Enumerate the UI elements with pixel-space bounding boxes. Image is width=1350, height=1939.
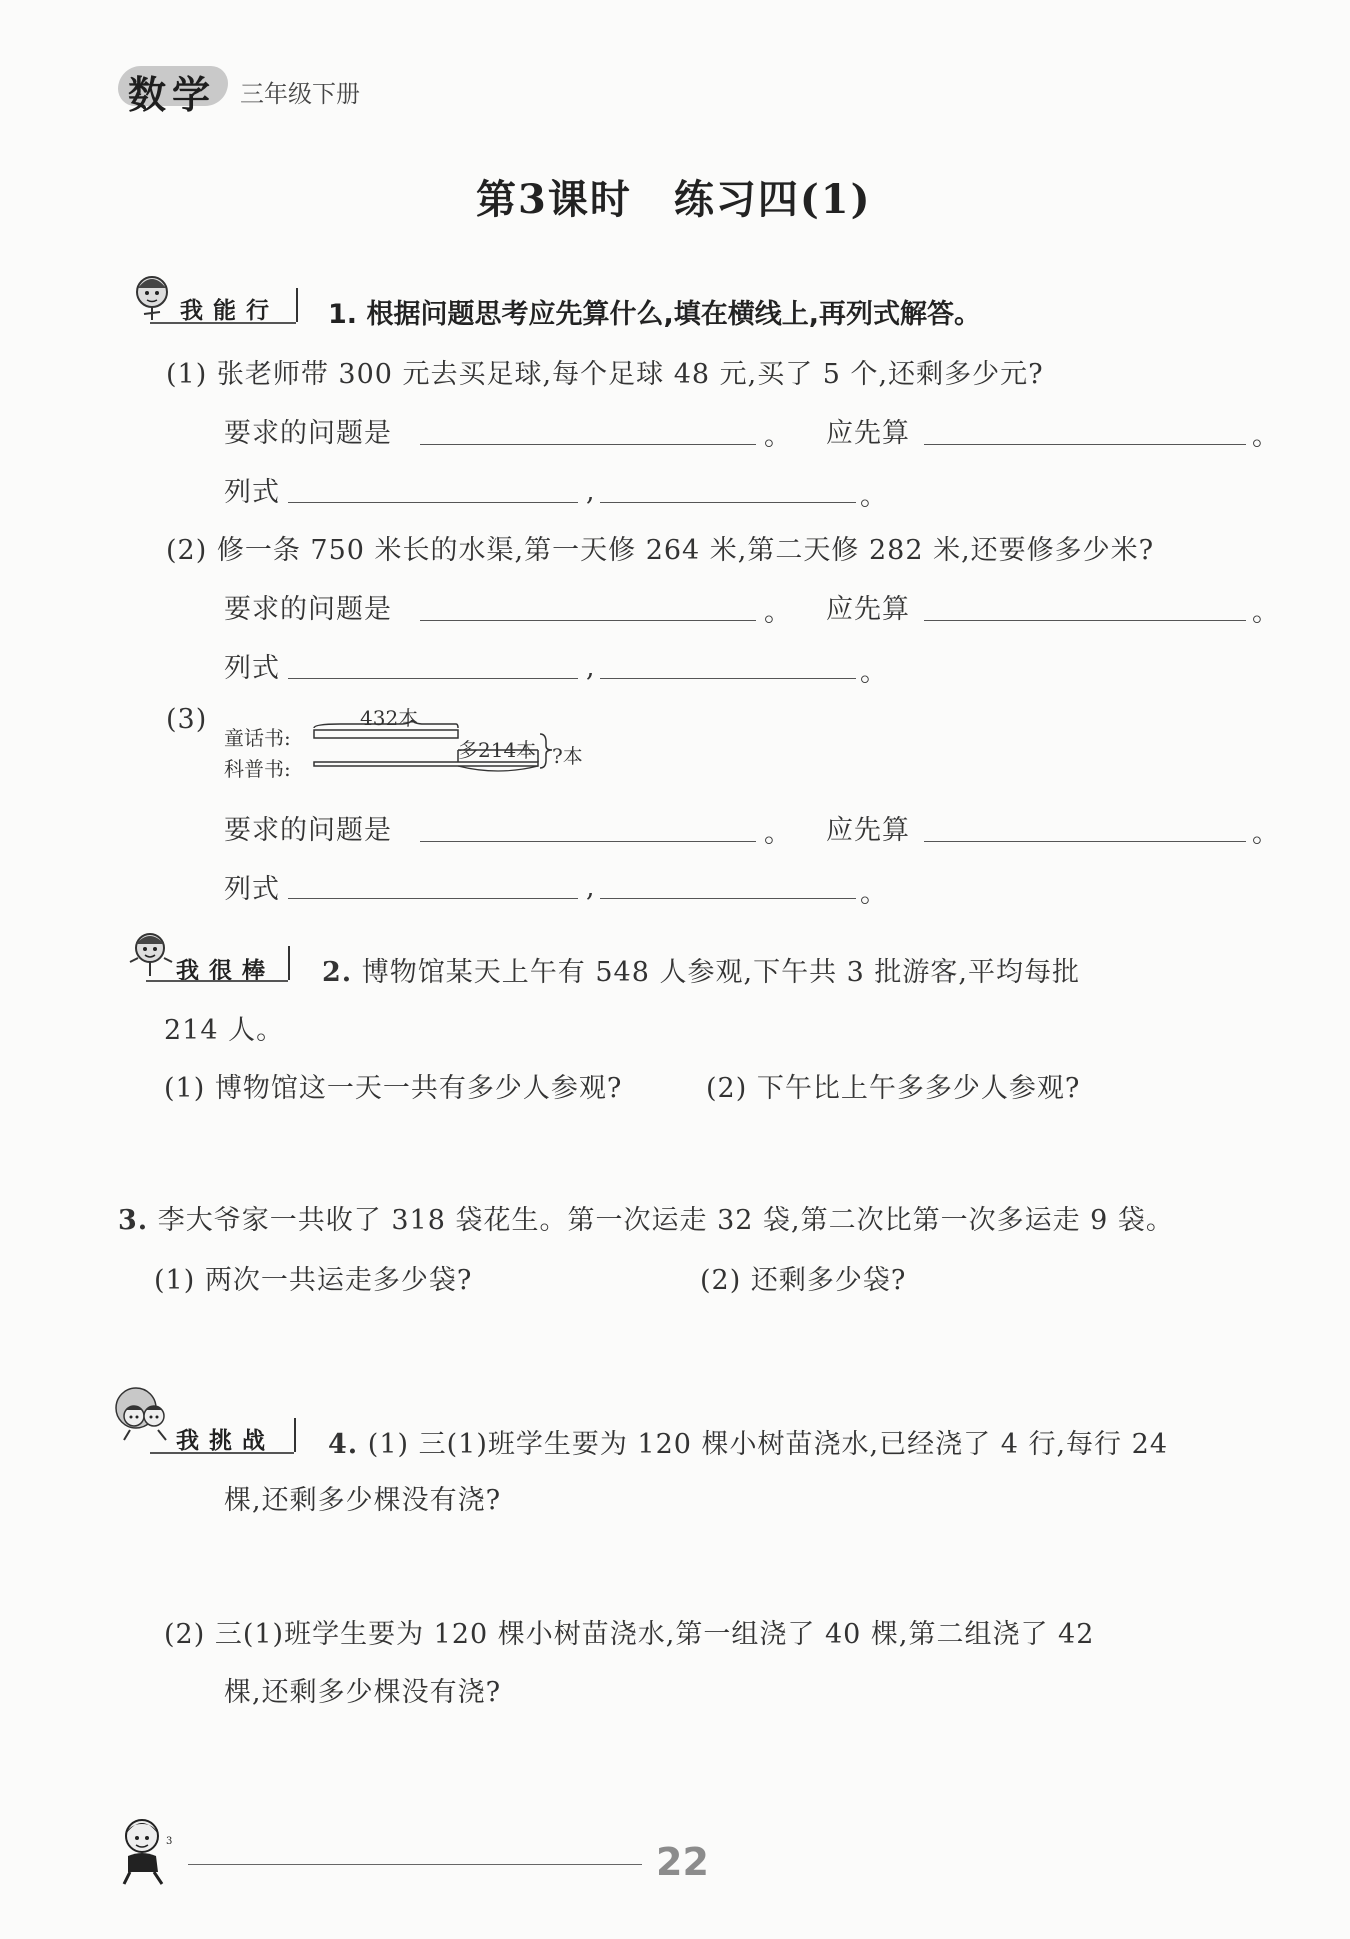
girl-mascot-icon	[128, 272, 178, 324]
q2-line2: 214 人。	[164, 1015, 285, 1046]
diagram-total-label: ?本	[552, 744, 583, 768]
header-grade: 三年级下册	[240, 80, 360, 108]
q4-part1-line2: 棵,还剩多少棵没有浇?	[224, 1485, 502, 1516]
answer-blank[interactable]	[288, 502, 578, 503]
q3-sub2: (2) 还剩多少袋?	[700, 1265, 907, 1296]
q3-line1-text: 李大爷家一共收了 318 袋花生。第一次运走 32 袋,第二次比第一次多运走 9 袋。	[157, 1205, 1174, 1236]
q4-part2-line2: 棵,还剩多少棵没有浇?	[224, 1677, 502, 1708]
answer-blank[interactable]	[600, 678, 856, 679]
answer-blank[interactable]	[924, 444, 1246, 445]
q4-number: 4.	[328, 1429, 359, 1460]
answer-blank[interactable]	[420, 841, 756, 842]
diagram-row-storybooks: 童话书:	[224, 726, 291, 750]
q2-sub1: (1) 博物馆这一天一共有多少人参观?	[164, 1073, 623, 1104]
comma-mark: ,	[586, 476, 596, 507]
girl-mascot-icon	[124, 928, 176, 980]
q1-part3-label: (3)	[166, 704, 208, 735]
badge-underline	[150, 322, 296, 324]
answer-blank[interactable]	[924, 620, 1246, 621]
period-mark: 。	[1252, 597, 1280, 628]
q4-part2-line1: (2) 三(1)班学生要为 120 棵小树苗浇水,第一组浇了 40 棵,第二组浇了 42	[164, 1619, 1095, 1650]
q2-sub2: (2) 下午比上午多多少人参观?	[706, 1073, 1081, 1104]
q1-part2-text: (2) 修一条 750 米长的水渠,第一天修 264 米,第二天修 282 米,还要修多少米?	[166, 535, 1155, 566]
formula-label: 列式	[224, 874, 280, 905]
period-mark: 。	[1252, 421, 1280, 452]
period-mark: 。	[860, 878, 888, 909]
period-mark: 。	[1252, 818, 1280, 849]
q2-number: 2.	[322, 957, 353, 988]
badge-divider	[288, 946, 290, 980]
period-mark: 。	[860, 481, 888, 512]
answer-blank[interactable]	[288, 678, 578, 679]
ask-label: 要求的问题是	[224, 815, 392, 846]
q4-part1-line1-text: (1) 三(1)班学生要为 120 棵小树苗浇水,已经浇了 4 行,每行 24	[367, 1429, 1169, 1460]
first-calc-label: 应先算	[826, 594, 910, 625]
q3-line1	[118, 1198, 1174, 1237]
diagram-diff-label: 多214本	[458, 738, 537, 762]
svg-text:3: 3	[166, 1836, 173, 1847]
segment-bar-diagram	[300, 720, 560, 780]
formula-label: 列式	[224, 477, 280, 508]
answer-blank[interactable]	[600, 898, 856, 899]
first-calc-label: 应先算	[826, 815, 910, 846]
period-mark: 。	[764, 597, 792, 628]
answer-blank[interactable]	[420, 620, 756, 621]
q2-line1-text: 博物馆某天上午有 548 人参观,下午共 3 批游客,平均每批	[361, 957, 1080, 988]
header-subject: 数学	[128, 73, 217, 117]
page-number: 22	[656, 1840, 709, 1884]
q1-part1-text: (1) 张老师带 300 元去买足球,每个足球 48 元,买了 5 个,还剩多少元?	[166, 359, 1044, 390]
ask-label: 要求的问题是	[224, 418, 392, 449]
badge-underline	[150, 1452, 294, 1454]
comma-mark: ,	[586, 652, 596, 683]
comma-mark: ,	[586, 872, 596, 903]
answer-blank[interactable]	[924, 841, 1246, 842]
q2-line1	[322, 950, 1080, 989]
q4-part1-line1	[328, 1422, 1168, 1461]
badge-divider	[294, 1418, 296, 1452]
formula-label: 列式	[224, 653, 280, 684]
period-mark: 。	[860, 657, 888, 688]
ask-label: 要求的问题是	[224, 594, 392, 625]
badge-underline	[146, 980, 288, 982]
q3-sub1: (1) 两次一共运走多少袋?	[154, 1265, 473, 1296]
period-mark: 。	[764, 421, 792, 452]
two-kids-mascot-icon	[114, 1386, 176, 1444]
diagram-top-value: 432本	[360, 706, 419, 730]
q3-number: 3.	[118, 1205, 149, 1236]
badge-divider	[296, 288, 298, 322]
q1-stem-text: 根据问题思考应先算什么,填在横线上,再列式解答。	[366, 299, 981, 330]
badge-label-3: 我挑战	[176, 1428, 275, 1454]
answer-blank[interactable]	[420, 444, 756, 445]
first-calc-label: 应先算	[826, 418, 910, 449]
answer-blank[interactable]	[600, 502, 856, 503]
period-mark: 。	[764, 818, 792, 849]
footer-kid-mascot-icon	[116, 1816, 182, 1888]
q1-number: 1.	[328, 299, 358, 330]
diagram-row-sciencebooks: 科普书:	[224, 757, 291, 781]
badge-label-2: 我很棒	[176, 958, 275, 984]
page-title: 第3课时 练习四(1)	[476, 176, 872, 223]
q1-stem	[328, 292, 981, 331]
footer-rule	[188, 1864, 642, 1865]
badge-label-1: 我能行	[180, 298, 279, 324]
answer-blank[interactable]	[288, 898, 578, 899]
